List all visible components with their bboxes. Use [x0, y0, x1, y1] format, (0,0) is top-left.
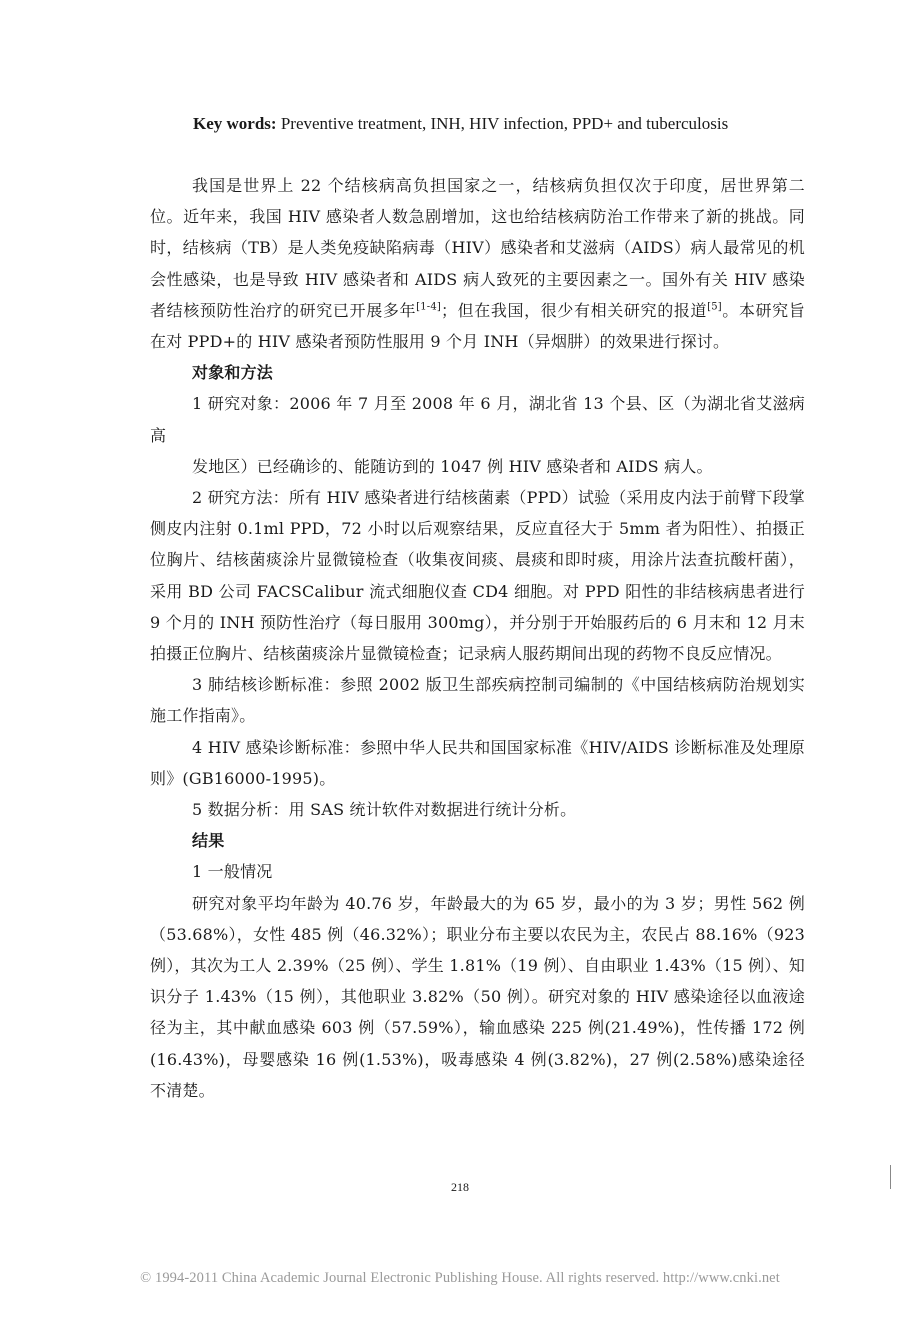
methods-procedure: 2 研究方法：所有 HIV 感染者进行结核菌素（PPD）试验（采用皮内法于前臂下段掌侧皮内注射 0.1ml PPD，72 小时以后观察结果，反应直径大于 5mm 者为阳性）、拍摄正位胸片、结核菌痰涂片显微镜检查（收集夜间痰、晨痰和即时痰，用涂片法查抗酸杆菌），采用 BD 公司 FACSCalibur 流式细胞仪查 CD4 细胞。对 PPD 阳性的非结核病患者进行 9 个月的 INH 预防性治疗（每日服用 300mg），并分别于开始服药后的 6 月末和 12 月末拍摄正位胸片、结核菌痰涂片显微镜检查；记录病人服药期间出现的药物不良反应情况。: [150, 488, 805, 664]
methods-subjects-2: 发地区）已经确诊的、能随访到的 1047 例 HIV 感染者和 AIDS 病人。: [192, 456, 713, 476]
keywords-text: Preventive treatment, INH, HIV infection, PPD+ and tuberculosis: [276, 114, 729, 133]
results-general-paragraph: 研究对象平均年龄为 40.76 岁，年龄最大的为 65 岁，最小的为 3 岁；男性 562 例（53.68%），女性 485 例（46.32%）；职业分布主要以农民为主，农民占 88.16%（923 例），其次为工人 2.39%（25 例）、学生 1.81%（19 例）、自由职业 1.43%（15 例）、知识分子 1.43%（15 例），其他职业 3.82%（50 例）。研究对象的 HIV 感染途径以血液途径为主，其中献血感染 603 例（57.59%），输血感染 225 例(21.49%)，性传播 172 例(16.43%)，母婴感染 16 例(1.53%)，吸毒感染 4 例(3.82%)，27 例(2.58%)感染途径不清楚。: [150, 893, 805, 1100]
copyright-footer: © 1994-2011 China Academic Journal Electronic Publishing House. All rights reserved. http://www.cnki.net: [140, 1270, 780, 1286]
citation-5: [5]: [707, 301, 722, 313]
results-heading: 结果: [192, 831, 225, 851]
keywords-label: Key words:: [193, 114, 277, 133]
page-number: 218: [451, 1180, 469, 1194]
keywords-line: [193, 112, 833, 136]
intro-text-a: 我国是世界上 22 个结核病高负担国家之一，结核病负担仅次于印度，居世界第二位。近年来，我国 HIV 感染者人数急剧增加，这也给结核病防治工作带来了新的挑战。同时，结核病（TB）是人类免疫缺陷病毒（HIV）感染者和艾滋病（AIDS）病人最常见的机会性感染，也是导致 HIV 感染者和 AIDS 病人致死的主要因素之一。国外有关 HIV 感染者结核预防性治疗的研究已开展多年: [150, 176, 805, 320]
methods-hiv-criteria: 4 HIV 感染诊断标准：参照中华人民共和国国家标准《HIV/AIDS 诊断标准及处理原则》(GB16000-1995)。: [150, 737, 805, 788]
intro-paragraph: [150, 170, 805, 357]
methods-subjects-1: 1 研究对象：2006 年 7 月至 2008 年 6 月，湖北省 13 个县、区（为湖北省艾滋病高: [150, 394, 805, 445]
article-body: [150, 170, 805, 1106]
methods-heading: 对象和方法: [192, 363, 274, 383]
methods-tb-criteria: 3 肺结核诊断标准：参照 2002 版卫生部疾病控制司编制的《中国结核病防治规划实施工作指南》。: [150, 675, 805, 726]
results-subheading-general: 1 一般情况: [192, 862, 273, 882]
methods-analysis: 5 数据分析：用 SAS 统计软件对数据进行统计分析。: [192, 800, 577, 820]
citation-1-4: [1-4]: [416, 301, 441, 313]
intro-text-b: ；但在我国，很少有相关研究的报道: [441, 300, 708, 320]
intro-text-c: 。本研究旨在对 PPD+的 HIV 感染者预防性服用 9 个月 INH（异烟肼）的效果进行探讨。: [150, 300, 806, 352]
